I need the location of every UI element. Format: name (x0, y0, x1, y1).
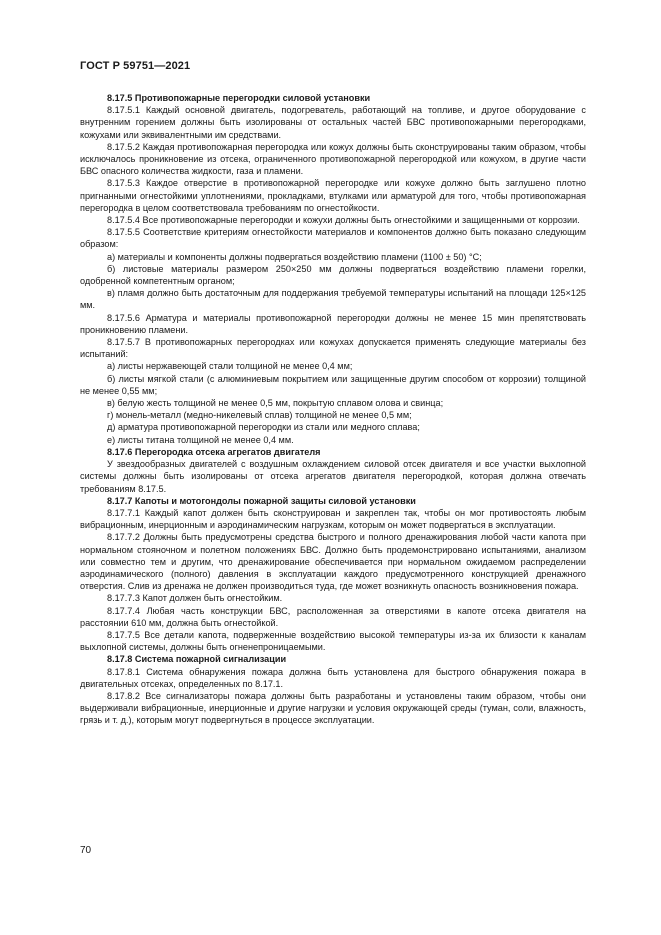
section-heading: 8.17.8 Система пожарной сигнализации (107, 654, 287, 665)
paragraph: 8.17.7.1 Каждый капот должен быть сконструирован и закреплен так, чтобы он мог противостоять любым вибрационным, инерционным и аэродинамическим нагрузкам, которым он может подвергаться в эксплуатации. (80, 507, 586, 531)
paragraph: 8.17.5.1 Каждый основной двигатель, подогреватель, работающий на топливе, и другое оборудование с внутренним горением должны быть изолированы от остальных частей БВС противопожарными перегородками, кожухами или эквивалентными им средствами. (80, 105, 586, 140)
paragraph: 8.17.5.6 Арматура и материалы противопожарной перегородки должны не менее 15 мин препятствовать проникновению пламени. (80, 312, 586, 335)
list-item: д) арматура противопожарной перегородки из стали или медного сплава; (107, 422, 420, 433)
paragraph: 8.17.5.2 Каждая противопожарная перегородка или кожух должны быть сконструированы таким образом, чтобы исключалось проникновение из отсека, ограниченного противопожарной перегородкой или кожухом, в другие части БВС опасного количества жидкости, газа и пламени. (80, 141, 586, 177)
list-item: б) листовые материалы размером 250×250 мм должны подвергаться воздействию пламени горелки, одобренной компетентным органом; (80, 263, 586, 287)
paragraph: 8.17.5.5 Соответствие критериям огнестойкости материалов и компонентов должно быть показано следующим образом: (80, 227, 586, 250)
page-number: 70 (80, 845, 92, 856)
paragraph: У звездообразных двигателей с воздушным охлаждением силовой отсек двигателя и все участки выхлопной системы должны быть изолированы от отсека агрегатов двигателя перегородкой, которая должна отвечать требованиям 8.17.5. (80, 459, 586, 494)
list-item: в) белую жесть толщиной не менее 0,5 мм, покрытую сплавом олова и свинца; (107, 398, 444, 409)
section-heading: 8.17.7 Капоты и мотогондолы пожарной защиты силовой установки (107, 495, 416, 506)
paragraph: 8.17.7.3 Капот должен быть огнестойким. (107, 593, 283, 604)
paragraph: 8.17.7.4 Любая часть конструкции БВС, расположенная за отверстиями в капоте отсека двигателя на расстоянии 610 мм, должна быть огнестойкой. (80, 605, 586, 628)
paragraph: 8.17.5.4 Все противопожарные перегородки и кожухи должны быть огнестойкими и защищенными от коррозии. (107, 215, 580, 226)
document-body (80, 92, 586, 727)
page-header: ГОСТ Р 59751—2021 (80, 60, 191, 72)
list-item: б) листы мягкой стали (с алюминиевым покрытием или защищенные другим способом от коррозии) толщиной не менее 0,55 мм; (80, 373, 586, 396)
list-item: в) пламя должно быть достаточным для поддержания требуемой температуры испытаний на площади 125×125 мм. (80, 288, 586, 311)
paragraph: 8.17.8.2 Все сигнализаторы пожара должны быть разработаны и установлены таким образом, чтобы они выдерживали вибрационные, инерционные и другие нагрузки и условия окружающей среды (туман, соли, влажность, грязь и т. д.), которым могут подвергнуться в процессе эксплуатации. (80, 690, 586, 726)
list-item: а) материалы и компоненты должны подвергаться воздействию пламени (1100 ± 50) °С; (107, 251, 482, 262)
list-item: а) листы нержавеющей стали толщиной не менее 0,4 мм; (107, 361, 353, 372)
paragraph: 8.17.8.1 Система обнаружения пожара должна быть установлена для быстрого обнаружения пожара в двигательных отсеках, определенных по 8.17.1. (80, 666, 586, 689)
list-item: е) листы титана толщиной не менее 0,4 мм. (107, 434, 294, 445)
paragraph: 8.17.7.2 Должны быть предусмотрены средства быстрого и полного дренажирования любой части капота при нормальном стояночном и полетном положениях БВС. Должно быть продемонстрировано испытаниями, анализом или совместно тем и другим, что дренажирование обеспечивается при нормальном ожидаемом распределении аэродинамического (полного) давления в эксплуатации каждого предусмотренного конструкцией дренажного отверстия. Слив из дренажа не должен производиться туда, где может возникнуть опасность возникновения пожара. (80, 532, 586, 592)
section-heading: 8.17.5 Противопожарные перегородки силовой установки (107, 93, 371, 103)
paragraph: 8.17.5.7 В противопожарных перегородках или кожухах допускается применять следующие материалы без испытаний: (80, 337, 586, 360)
list-item: г) монель-металл (медно-никелевый сплав) толщиной не менее 0,5 мм; (107, 410, 412, 421)
paragraph: 8.17.7.5 Все детали капота, подверженные воздействию высокой температуры из-за их близости к каналам выхлопной системы, должны быть огненепроницаемыми. (80, 629, 586, 653)
paragraph: 8.17.5.3 Каждое отверстие в противопожарной перегородке или кожухе должно быть заглушено плотно пригнанными огнестойкими уплотнениями, прокладками, втулками или арматурой для того, чтобы противопожарная перегородка в целом соответствовала требованиям по огнестойкости. (80, 178, 586, 213)
section-heading: 8.17.6 Перегородка отсека агрегатов двигателя (107, 446, 321, 457)
